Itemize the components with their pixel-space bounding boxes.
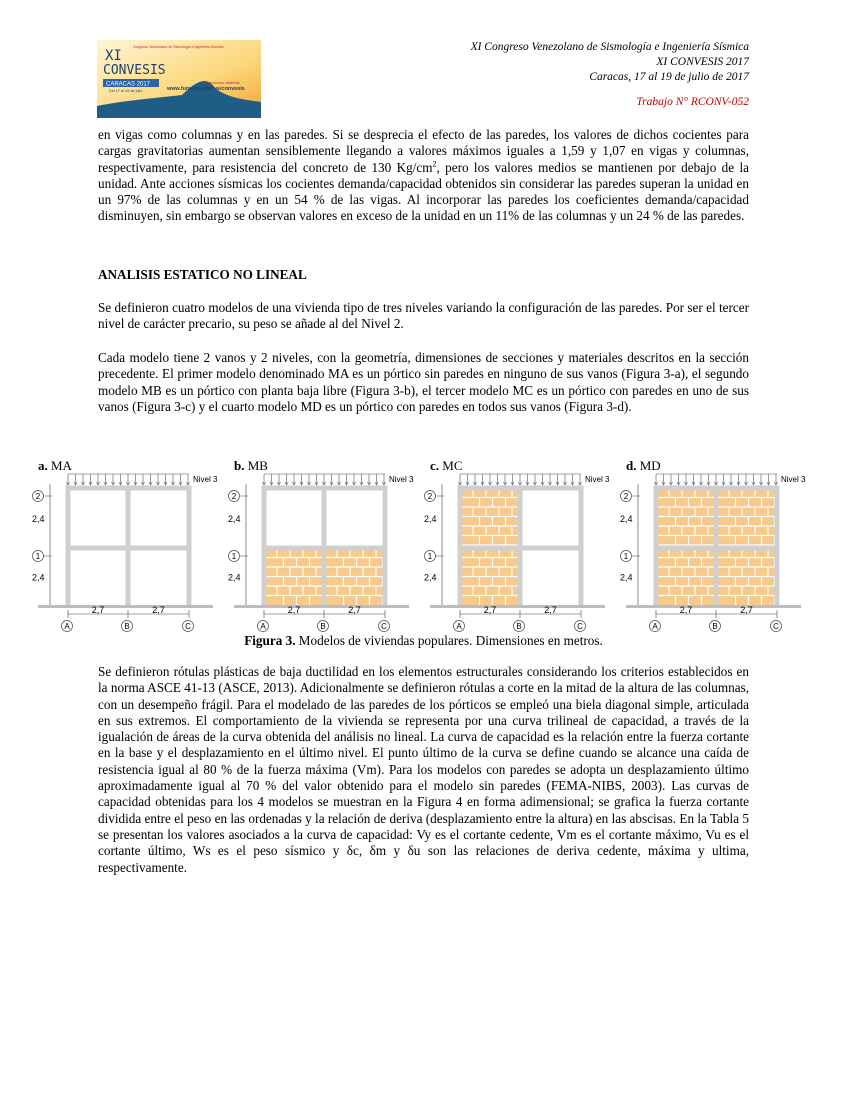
beam	[458, 546, 584, 551]
bay-width-right: 2,7	[152, 605, 165, 615]
bay-width-left: 2,7	[483, 605, 497, 615]
frame-model-mb	[228, 458, 414, 632]
section-heading: ANALISIS ESTATICO NO LINEAL	[98, 267, 307, 282]
logo-inscriptions: Inscripciones abiertas	[201, 80, 240, 85]
axis-label: B	[320, 622, 326, 631]
caption-label: Figura 3.	[244, 633, 296, 648]
beam	[654, 546, 780, 551]
panel-title	[38, 458, 73, 473]
figure-3-frame-models	[28, 458, 818, 636]
frame-model-mc	[424, 458, 610, 632]
ground-line	[626, 605, 801, 608]
level-marker-label: 2	[623, 492, 629, 501]
level-marker-label: 2	[427, 492, 433, 501]
axis-label: C	[185, 622, 191, 631]
logo-title-2: CONVESIS	[103, 63, 166, 78]
axis-label: A	[64, 622, 70, 631]
panel-letter: b.	[234, 458, 245, 473]
logo-small-text: Congreso Venezolano de Sismología e Ingeniería Sísmica	[133, 45, 224, 49]
panel-model-name: MB	[244, 458, 268, 473]
frame-model-ma	[32, 458, 218, 632]
frame-model-md	[620, 458, 806, 632]
caption-text: Modelos de viviendas populares. Dimensiones en metros.	[295, 633, 603, 648]
paragraph-models-intro: Se definieron cuatro modelos de una vivienda tipo de tres niveles variando la configuración de las paredes. Por ser el tercer nivel de carácter precario, su peso se añade al del Nivel 2.	[98, 300, 749, 332]
axis-label: C	[381, 622, 387, 631]
story-height-upper: 2,4	[32, 514, 45, 524]
beam	[262, 486, 388, 491]
panel-letter: c.	[430, 458, 440, 473]
beam	[66, 546, 192, 551]
panel-model-name: MD	[636, 458, 661, 473]
panel-title	[626, 458, 661, 473]
axis-label: B	[516, 622, 522, 631]
story-height-upper: 2,4	[228, 514, 241, 524]
story-height-upper: 2,4	[424, 514, 437, 524]
level-label: Nivel 3	[781, 475, 806, 484]
axis-label: C	[773, 622, 779, 631]
logo-url: www.funvisis.gob.ve/convesis	[167, 86, 245, 92]
paragraph-demand-capacity	[98, 127, 749, 225]
bay-width-left: 2,7	[679, 605, 693, 615]
superscript-2: 2	[432, 159, 437, 169]
axis-label: B	[124, 622, 130, 631]
ground-line	[38, 605, 213, 608]
bay-width-right: 2,7	[740, 605, 753, 615]
axis-label: C	[577, 622, 583, 631]
panel-model-name: MA	[47, 458, 72, 473]
beam	[654, 486, 780, 491]
ground-line	[430, 605, 605, 608]
level-label: Nivel 3	[585, 475, 610, 484]
header-location-date: Caracas, 17 al 19 de julio de 2017	[589, 71, 749, 83]
axis-label: A	[652, 622, 658, 631]
panel-model-name: MC	[439, 458, 463, 473]
level-marker-label: 1	[231, 552, 237, 561]
panel-title	[430, 458, 463, 473]
panel-letter: a.	[38, 458, 48, 473]
axis-label: A	[260, 622, 266, 631]
paragraph-plastic-hinges: Se definieron rótulas plásticas de baja ductilidad en los elementos estructurales considerando los criterios establecidos en la norma ASCE 41-13 (ASCE, 2013). Adicionalmente se definieron rótulas a corte en la mitad de la altura de las columnas, con un desempeño frágil. Para el modelado de las paredes de los pórticos se empleó una biela diagonal simple, articulada en sus extremos. El comportamiento de la vivienda se representa por una curva trilineal de capacidad, a través de la igualación de áreas de la curva obtenida del análisis no lineal. La curva de capacidad es la relación entre la fuerza cortante en la base y el desplazamiento en el último nivel. El punto último de la curva se define cuando se alcance una caída de resistencia igual al 80 % de la fuerza máxima (Vm). Para los modelos con paredes se adopta un desplazamiento último aproximadamente igual al 70 % del valor obtenido para el modelo sin paredes (FEMA-NIBS, 2003). Las curvas de capacidad obtenidas para los 4 modelos se muestran en la Figura 4 en forma adimensional; se grafica la fuerza cortante dividida entre el peso en las ordenadas y la relación de deriva (desplazamiento entre la altura) en las abscisas. En la Tabla 5 se presentan los valores asociados a la curva de capacidad: Vy es el cortante cedente, Vm es el cortante máximo, Vu es el cortante último, Ws es el peso sísmico y δc, δm y δu son las relaciones de deriva cedente, máxima y ultima, respectivamente.	[98, 664, 749, 875]
axis-label: B	[712, 622, 718, 631]
header-edition: XI CONVESIS 2017	[656, 56, 749, 68]
story-height-upper: 2,4	[620, 514, 633, 524]
story-height-lower: 2,4	[228, 572, 241, 583]
page-header	[471, 40, 749, 110]
level-marker-label: 1	[623, 552, 629, 561]
level-marker-label: 1	[35, 552, 41, 561]
bay-width-right: 2,7	[348, 605, 361, 615]
story-height-lower: 2,4	[620, 572, 633, 583]
convesis-logo	[97, 40, 261, 118]
logo-title-1: XI	[105, 48, 122, 64]
beam	[458, 486, 584, 491]
beam	[66, 486, 192, 491]
story-height-lower: 2,4	[32, 572, 45, 583]
axis-label: A	[456, 622, 462, 631]
paragraph-1-text-b: , pero los valores medios se mantienen por debajo de la unidad. Ante acciones sísmicas los cocientes demanda/capacidad obtenidos sin considerar las paredes superan la unidad en un 97% de las columnas y en un 54 % de las vigas. Al incorporar las paredes los coeficientes demanda/capacidad disminuyen, sin embargo se observan valores en exceso de la unidad en un 11% de las columnas y un 24 % de las paredes.	[98, 159, 749, 224]
paragraph-1-text-a: en vigas como columnas y en las paredes. Si se desprecia el efecto de las paredes, los valores de dichos cocientes para cargas gravitatorias aumentan sensiblemente llegando a valores máximos iguales a 1,59 y 1,07 en vigas y columnas, respectivamente, para resistencia del concreto de 130 Kg/cm	[98, 127, 749, 175]
panel-title	[234, 458, 268, 473]
bay-width-right: 2,7	[544, 605, 557, 615]
panel-letter: d.	[626, 458, 637, 473]
figure-caption	[0, 633, 847, 649]
level-marker-label: 2	[231, 492, 237, 501]
bay-width-left: 2,7	[91, 605, 105, 615]
logo-dates: Del 17 al 19 de julio	[109, 89, 143, 93]
level-label: Nivel 3	[193, 475, 218, 484]
logo-city-badge: CARACAS 2017	[106, 81, 151, 88]
level-marker-label: 2	[35, 492, 41, 501]
header-conference: XI Congreso Venezolano de Sismología e Ingeniería Sísmica	[470, 41, 749, 53]
paragraph-models-description: Cada modelo tiene 2 vanos y 2 niveles, con la geometría, dimensiones de secciones y materiales descritos en la sección precedente. El primer modelo denominado MA es un pórtico sin paredes en ninguno de sus vanos (Figura 3-a), el segundo modelo MB es un pórtico con planta baja libre (Figura 3-b), el tercer modelo MC es un pórtico con paredes en uno de sus vanos (Figura 3-c) y el cuarto modelo MD es un pórtico con paredes en todos sus vanos (Figura 3-d).	[98, 350, 749, 414]
bay-width-left: 2,7	[287, 605, 301, 615]
level-label: Nivel 3	[389, 475, 414, 484]
story-height-lower: 2,4	[424, 572, 437, 583]
header-paper-code: Trabajo N° RCONV-052	[636, 96, 749, 108]
beam	[262, 546, 388, 551]
level-marker-label: 1	[427, 552, 433, 561]
ground-line	[234, 605, 409, 608]
